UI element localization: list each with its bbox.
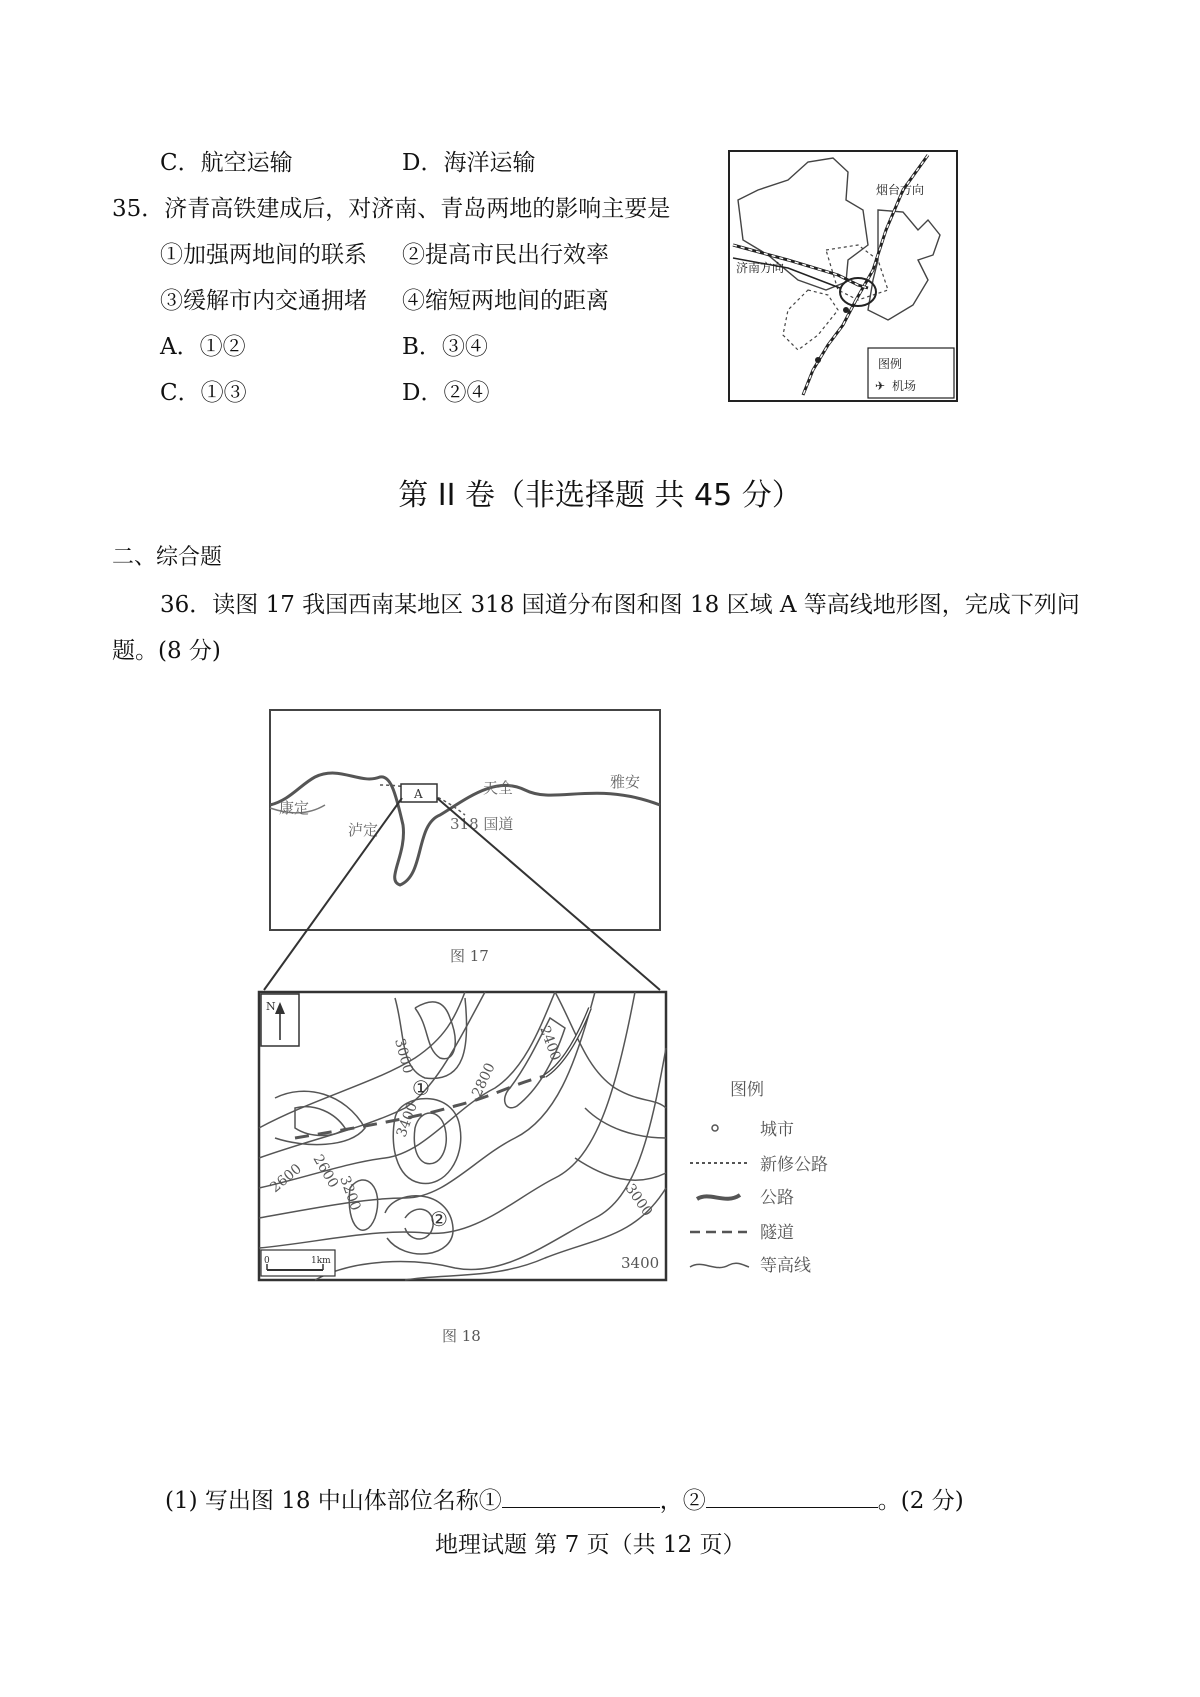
section-heading: 二、综合题 <box>112 545 223 570</box>
fig18-legend-contour: 等高线 <box>760 1256 811 1276</box>
q35-option-c: C．①③ <box>160 380 247 406</box>
fig18-legend-title: 图例 <box>730 1080 764 1100</box>
fig18-legend <box>685 1075 855 1290</box>
fig18-caption: 图 18 <box>442 1327 481 1345</box>
fig17-label-tianquan: 天全 <box>483 779 514 797</box>
fig18-marker-2: ② <box>430 1207 448 1231</box>
q36-sub1-mid: ，② <box>659 1488 706 1514</box>
q36-sub1-prefix: (1) 写出图 18 中山体部位名称① <box>165 1488 502 1514</box>
q35-map-legend-title: 图例 <box>878 357 903 371</box>
fig17-caption: 图 17 <box>450 947 489 965</box>
fig18-legend-tunnel: 隧道 <box>760 1223 794 1243</box>
fig17-label-yaan: 雅安 <box>610 773 641 791</box>
figure-18 <box>255 988 670 1284</box>
q35-item-1: ①加强两地间的联系 <box>160 242 367 268</box>
fig18-contour-label-7: 2600 <box>309 1152 342 1191</box>
q35-option-d: D．②④ <box>402 380 490 406</box>
fig18-legend-city: 城市 <box>760 1120 794 1140</box>
fig18-marker-1: ① <box>412 1076 430 1100</box>
q35-option-b: B．③④ <box>402 334 488 360</box>
q35-item-3: ③缓解市内交通拥堵 <box>160 288 367 314</box>
q35-map-label-yantai: 烟台方向 <box>876 183 925 197</box>
q36-stem-line2: 题。(8 分) <box>112 638 221 664</box>
fig18-contour-label-5: 2600 <box>267 1160 305 1197</box>
q36-sub1 <box>165 1482 964 1515</box>
q35-map-legend-airport: 机场 <box>892 379 917 393</box>
q35-map-label-jinan: 济南方向 <box>736 261 785 275</box>
answer-blank-1[interactable] <box>502 1485 660 1508</box>
q34-option-d: D．海洋运输 <box>402 150 536 176</box>
legend-city-icon <box>712 1125 718 1131</box>
q36-stem-line1: 36．读图 17 我国西南某地区 318 国道分布图和图 18 区域 A 等高线地形图，完成下列问 <box>160 592 1080 618</box>
fig18-scale-end: 1km <box>311 1256 331 1266</box>
fig18-contour-label-1: 3000 <box>391 1036 416 1076</box>
fig18-contour-label-8: 3000 <box>621 1181 656 1220</box>
fig18-contour-label-4: 3400 <box>393 1100 421 1140</box>
legend-road-icon <box>697 1195 740 1199</box>
fig18-legend-road: 公路 <box>760 1188 794 1208</box>
fig18-contour-label-3: 2800 <box>469 1060 499 1100</box>
fig18-north-label: N <box>266 1000 276 1013</box>
q35-stem: 35．济青高铁建成后，对济南、青岛两地的影响主要是 <box>112 196 671 222</box>
fig18-scale-start: 0 <box>264 1256 270 1266</box>
page-footer: 地理试题 第 7 页（共 12 页） <box>435 1532 746 1558</box>
q36-sub1-suffix: 。(2 分) <box>877 1488 964 1514</box>
legend-contour-icon <box>690 1263 749 1267</box>
q35-item-4: ④缩短两地间的距离 <box>402 288 609 314</box>
q34-option-c: C．航空运输 <box>160 150 293 176</box>
fig17-label-a: A <box>414 787 423 801</box>
fig17-label-luding: 泸定 <box>348 821 379 839</box>
part2-title: 第 II 卷（非选择题 共 45 分） <box>398 478 802 513</box>
fig17-label-road: 318 国道 <box>450 815 514 833</box>
q35-map-airport-icon: ✈ <box>875 379 886 393</box>
fig17-label-kangding: 康定 <box>279 799 310 817</box>
q35-option-a: A．①② <box>160 334 246 360</box>
fig18-contour-label-9: 3400 <box>621 1254 660 1272</box>
answer-blank-2[interactable] <box>706 1485 878 1508</box>
fig18-contour-label-6: 3200 <box>336 1173 364 1213</box>
q35-item-2: ②提高市民出行效率 <box>402 242 609 268</box>
fig18-legend-new-road: 新修公路 <box>760 1155 828 1175</box>
fig18-contour-label-2: 2400 <box>536 1023 564 1063</box>
